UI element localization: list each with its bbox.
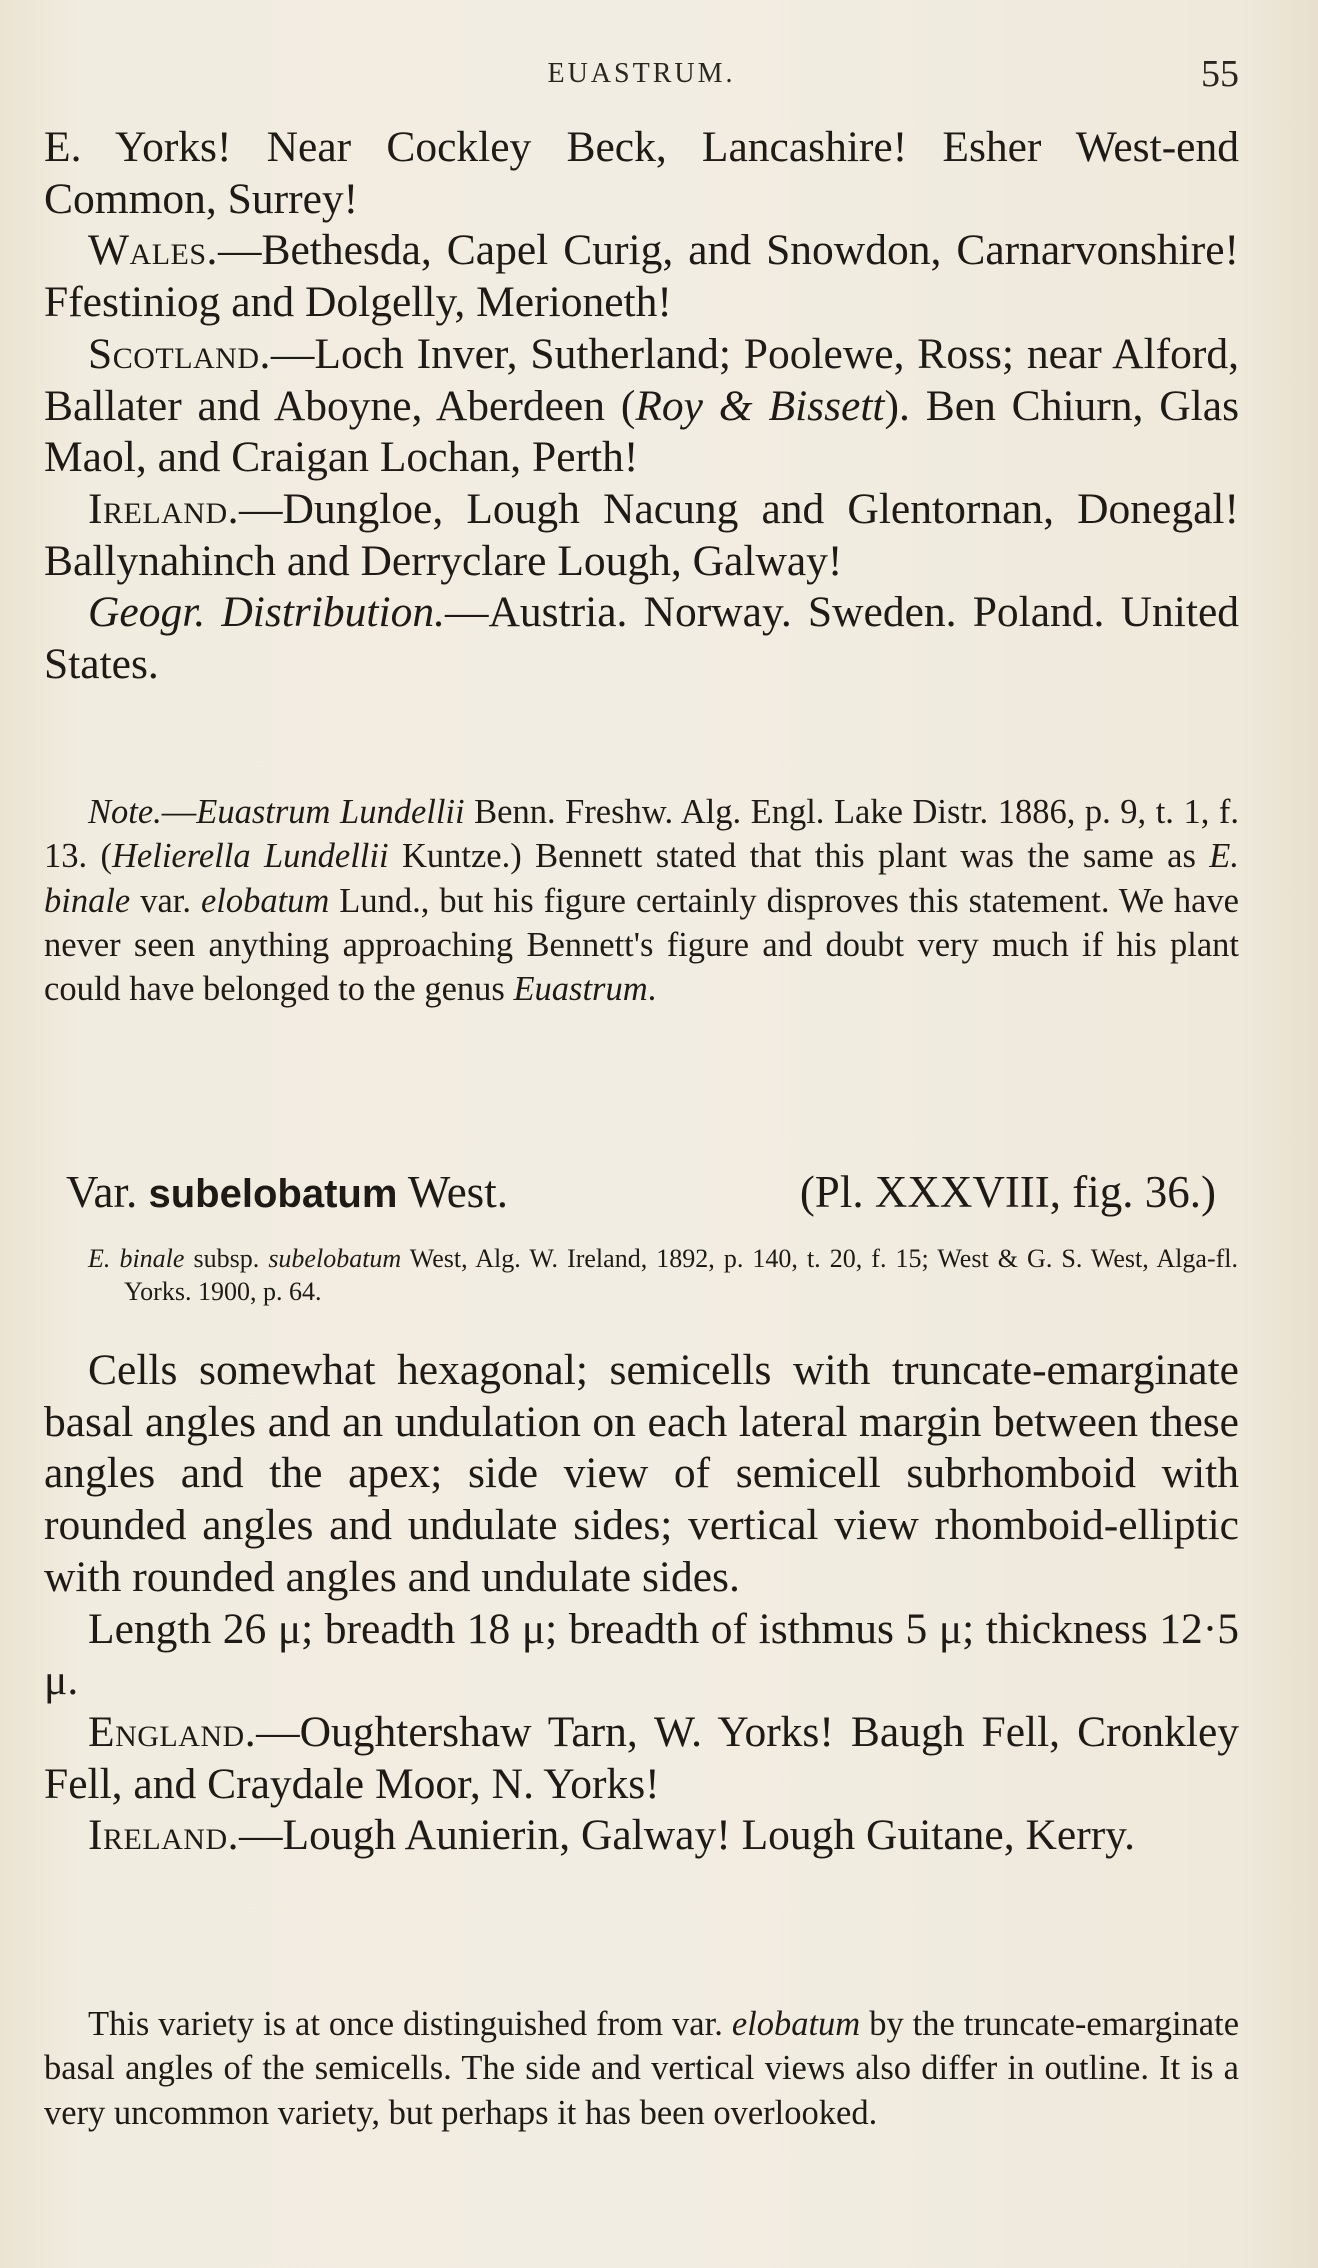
ireland-paragraph: Ireland.—Dungloe, Lough Nacung and Glentornan, Donegal! Ballynahinch and Derryclare Lough, Galway! [44, 484, 1239, 585]
ireland-label: Ireland. [88, 484, 240, 533]
england-label: England. [88, 1707, 257, 1756]
distribution-label: Geogr. Distribution. [88, 588, 445, 637]
closing-paragraph: This variety is at once distinguished from var. elobatum by the truncate-emarginate basal angles of the semicells. The side and vertical views also differ in outline. It is a very uncommon variety, but perhaps it has been overlooked. [44, 2005, 1240, 2132]
synonymy-block [88, 1242, 1238, 1308]
scotland-citation: Roy & Bissett [635, 381, 885, 430]
locality-block [44, 122, 1239, 691]
note-paragraph: Note.—Euastrum Lundellii Benn. Freshw. Alg. Engl. Lake Distr. 1886, p. 9, t. 1, f. 13. (Helierella Lundellii Kuntze.) Bennett stated that this plant was the same as E. binale var. elobatum Lund., but his figure certainly disproves this statement. We have never seen anything approaching Bennett's figure and doubt very much if his plant could have belonged to the genus Euastrum. [44, 793, 1239, 1009]
variety-name: subelobatum [148, 1172, 398, 1216]
wales-paragraph: Wales.—Bethesda, Capel Curig, and Snowdon, Carnarvonshire! Ffestiniog and Dolgelly, Merioneth! [44, 226, 1239, 327]
plate-reference: (Pl. XXXVIII, fig. 36.) [799, 1167, 1216, 1217]
page-header [44, 52, 1239, 102]
ireland-label-2: Ireland. [88, 1811, 240, 1860]
variety-author: West. [407, 1167, 508, 1217]
wales-label: Wales. [88, 226, 218, 275]
scotland-paragraph: Scotland.—Loch Inver, Sutherland; Poolewe, Ross; near Alford, Ballater and Aboyne, Aberdeen (Roy & Bissett). Ben Chiurn, Glas Maol, and Craigan Lochan, Perth! [44, 329, 1239, 482]
running-title: EUASTRUM. [547, 58, 736, 89]
closing-note-block [44, 2002, 1239, 2135]
england-paragraph: England.—Oughtershaw Tarn, W. Yorks! Baugh Fell, Cronkley Fell, and Craydale Moor, N. Yorks! [44, 1707, 1239, 1808]
synonymy-paragraph: E. binale subsp. subelobatum West, Alg. W. Ireland, 1892, p. 140, t. 20, f. 15; West & G. S. West, Alga-fl. Yorks. 1900, p. 64. [88, 1244, 1238, 1306]
description-paragraph: Cells somewhat hexagonal; semicells with truncate-emarginate basal angles and an undulation on each lateral margin between these angles and the apex; side view of semicell subrhomboid with rounded angles and undulate sides; vertical view rhomboid-elliptic with rounded angles and undulate sides. [44, 1346, 1239, 1601]
page-number: 55 [1201, 53, 1239, 95]
distribution-paragraph: Geogr. Distribution.—Austria. Norway. Sweden. Poland. United States. [44, 588, 1239, 689]
ireland-paragraph-2: Ireland.—Lough Aunierin, Galway! Lough Guitane, Kerry. [88, 1811, 1135, 1860]
variety-prefix: Var. [66, 1167, 138, 1217]
note-label: Note. [88, 793, 162, 831]
england-continuation: E. Yorks! Near Cockley Beck, Lancashire! Esher West-end Common, Surrey! [44, 123, 1239, 223]
scotland-label: Scotland. [88, 329, 271, 378]
description-block [44, 1345, 1239, 1862]
note-block [44, 790, 1239, 1011]
variety-heading [66, 1165, 1216, 1221]
measurements-paragraph: Length 26 μ; breadth 18 μ; breadth of isthmus 5 μ; thickness 12·5 μ. [44, 1604, 1239, 1705]
